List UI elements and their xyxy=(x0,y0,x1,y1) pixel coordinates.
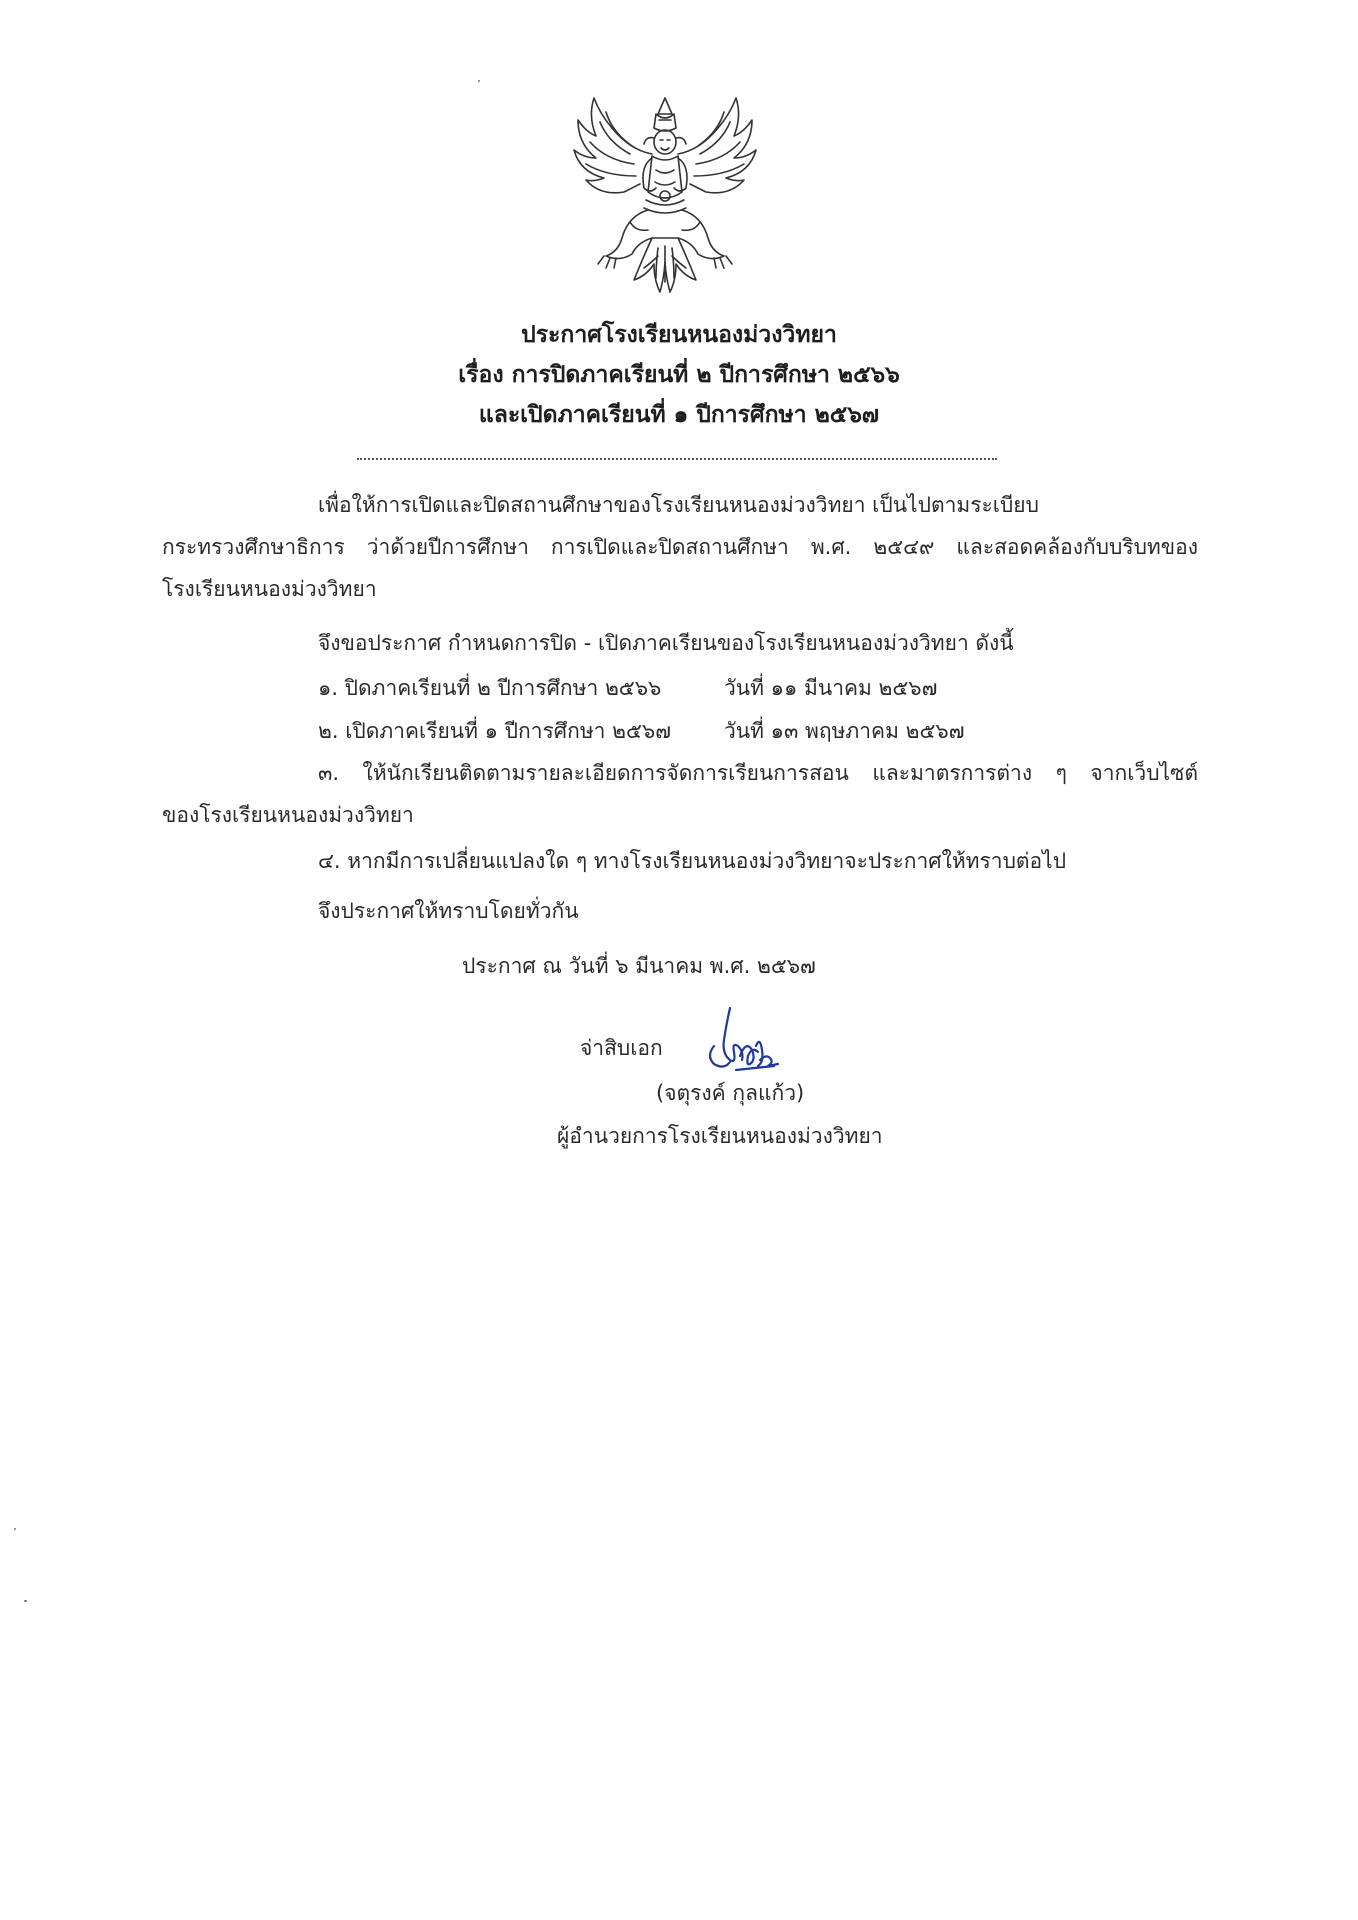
list-item-3-line-1: ๓. ให้นักเรียนติดตามรายละเอียดการจัดการเรียนการสอน และมาตรการต่าง ๆ จากเว็บไซต์ xyxy=(318,761,1198,785)
dotted-separator xyxy=(357,458,997,460)
title-line-1: ประกาศโรงเรียนหนองม่วงวิทยา xyxy=(521,322,837,348)
paragraph-1-line-3: โรงเรียนหนองม่วงวิทยา xyxy=(162,577,377,601)
scan-speck xyxy=(24,1600,27,1602)
handwritten-signature-icon xyxy=(700,1006,780,1080)
garuda-emblem-icon xyxy=(560,92,770,300)
list-item-4: ๔. หากมีการเปลี่ยนแปลงใด ๆ ทางโรงเรียนหนองม่วงวิทยาจะประกาศให้ทราบต่อไป xyxy=(318,849,1067,873)
list-item-1-date: วันที่ ๑๑ มีนาคม ๒๕๖๗ xyxy=(724,676,938,700)
closing-line: จึงประกาศให้ทราบโดยทั่วกัน xyxy=(318,899,579,923)
paragraph-1-line-2: กระทรวงศึกษาธิการ ว่าด้วยปีการศึกษา การเปิดและปิดสถานศึกษา พ.ศ. ๒๕๔๙ และสอดคล้องกับบริบทของ xyxy=(162,535,1198,559)
announcement-title xyxy=(0,315,1358,435)
paragraph-2: จึงขอประกาศ กำหนดการปิด - เปิดภาคเรียนของโรงเรียนหนองม่วงวิทยา ดังนี้ xyxy=(318,631,1014,655)
list-item-2-label: ๒. เปิดภาคเรียนที่ ๑ ปีการศึกษา ๒๕๖๗ xyxy=(318,719,671,743)
list-item-2-date: วันที่ ๑๓ พฤษภาคม ๒๕๖๗ xyxy=(724,719,965,743)
signer-name: (จตุรงค์ กุลแก้ว) xyxy=(656,1081,805,1105)
list-item-1-label: ๑. ปิดภาคเรียนที่ ๒ ปีการศึกษา ๒๕๖๖ xyxy=(318,676,662,700)
announcement-date: ประกาศ ณ วันที่ ๖ มีนาคม พ.ศ. ๒๕๖๗ xyxy=(462,954,816,978)
signer-position: ผู้อำนวยการโรงเรียนหนองม่วงวิทยา xyxy=(557,1124,883,1148)
list-item-3-line-2: ของโรงเรียนหนองม่วงวิทยา xyxy=(162,803,414,827)
signer-rank: จ่าสิบเอก xyxy=(580,1036,663,1060)
scan-speck xyxy=(14,1528,16,1530)
title-line-3: และเปิดภาคเรียนที่ ๑ ปีการศึกษา ๒๕๖๗ xyxy=(478,402,880,428)
title-line-2: เรื่อง การปิดภาคเรียนที่ ๒ ปีการศึกษา ๒๕๖๖ xyxy=(458,362,900,388)
scan-speck xyxy=(478,80,480,82)
paragraph-1-line-1: เพื่อให้การเปิดและปิดสถานศึกษาของโรงเรียนหนองม่วงวิทยา เป็นไปตามระเบียบ xyxy=(318,493,1039,517)
